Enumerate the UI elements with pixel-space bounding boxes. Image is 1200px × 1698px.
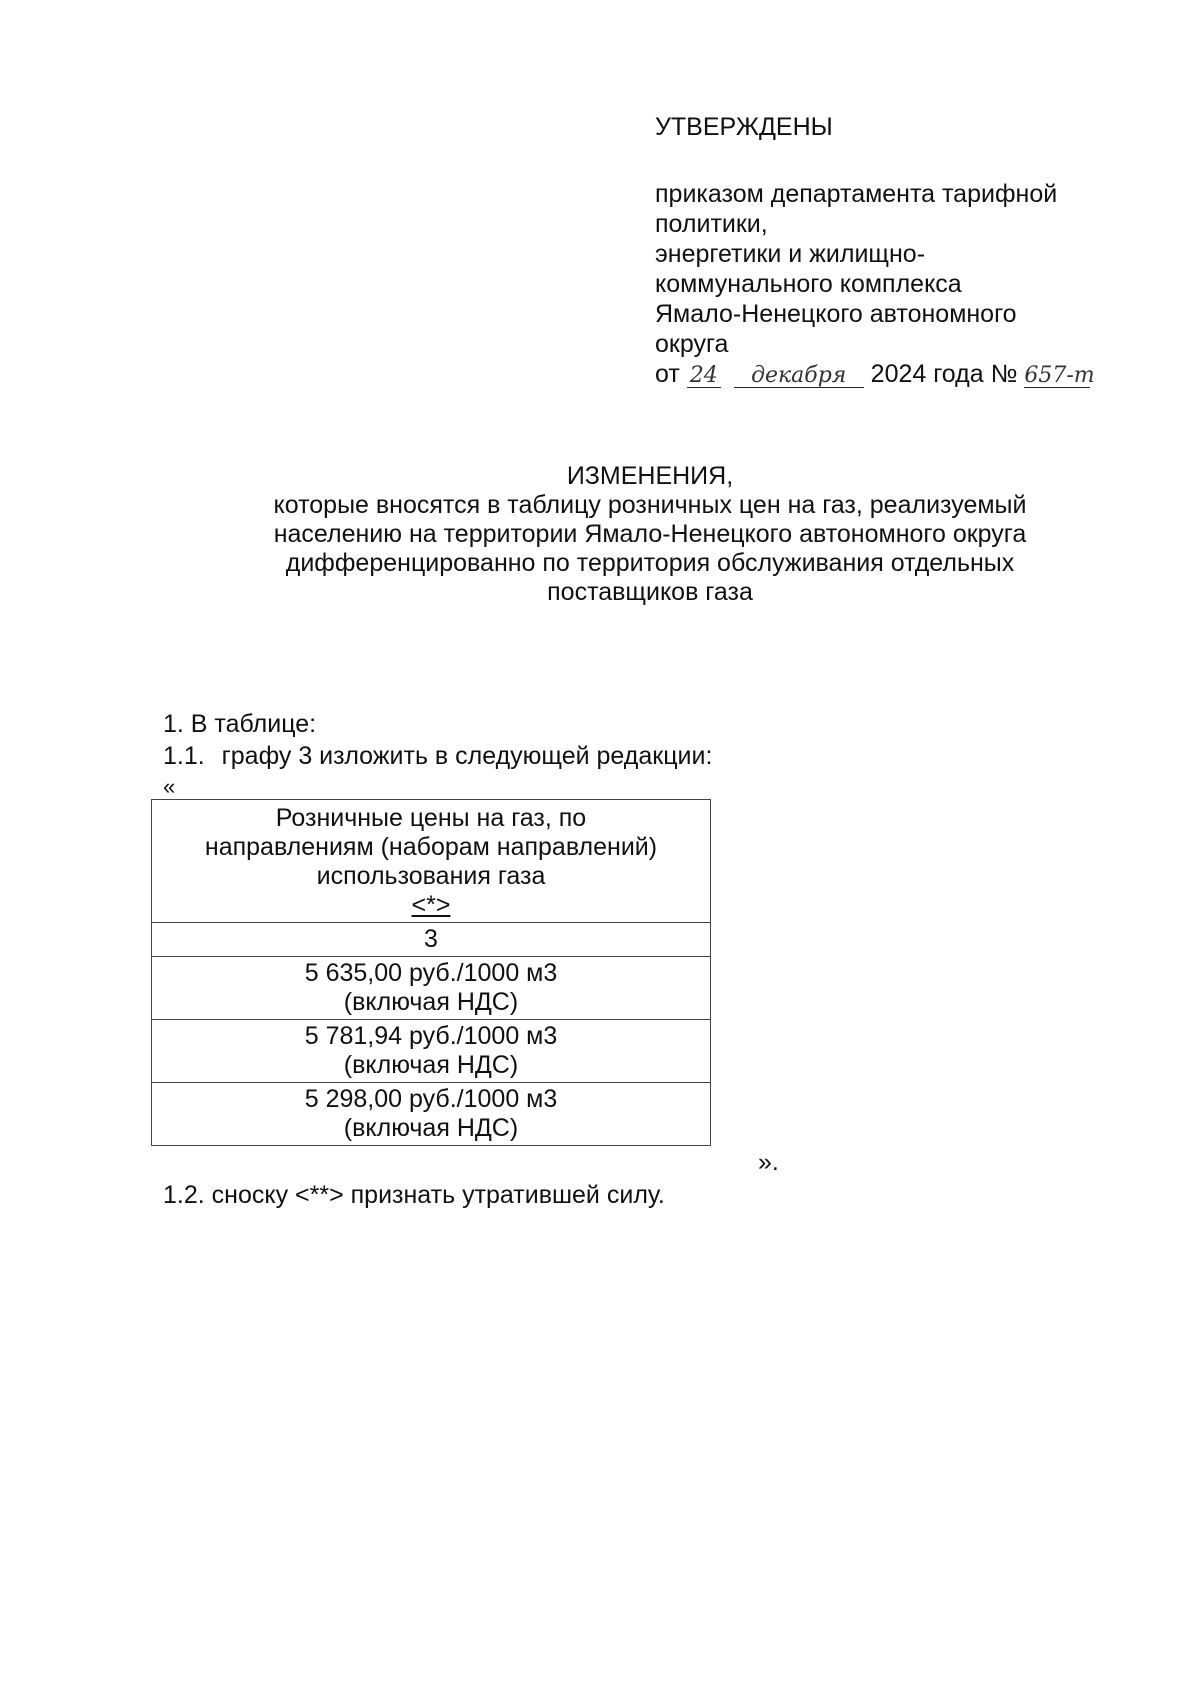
title-heading: ИЗМЕНЕНИЯ, [566,462,734,490]
approval-line: политики, [655,210,768,238]
price-value: 5 298,00 руб./1000 м3 [304,1085,558,1113]
price-cell [152,957,711,1020]
date-prefix: от [655,360,680,388]
item-1: 1. В таблице: [163,710,317,738]
title-line: дифференцированно по территория обслуживания отдельных [285,549,1015,577]
table-column-number-row [152,923,711,957]
item-1-2: 1.2. сноску <**> признать утратившей силу. [163,1181,665,1209]
table-row [152,1083,711,1146]
price-cell [152,1083,711,1146]
approval-block [655,112,1175,389]
price-value: 5 635,00 руб./1000 м3 [304,959,558,987]
approval-line: Ямало-Ненецкого автономного [655,300,1017,328]
table-header-cell [152,800,711,923]
approval-heading: УТВЕРЖДЕНЫ [655,113,833,141]
header-line: использования газа [316,862,546,890]
approval-date-line [655,359,1175,389]
price-cell [152,1020,711,1083]
approval-line: коммунального комплекса [655,270,962,298]
item-1-1-number: 1.1. [163,742,205,770]
open-quote: « [163,774,176,799]
price-note: (включая НДС) [343,1114,519,1142]
item-1-1-text: графу 3 изложить в следующей редакции: [221,742,713,770]
price-value: 5 781,94 руб./1000 м3 [304,1022,558,1050]
handwritten-day: 24 [687,365,721,388]
header-line: Розничные цены на газ, по [275,804,587,832]
column-number-cell: 3 [152,923,711,957]
table-row [152,1020,711,1083]
approval-line: округа [655,330,729,358]
document-title [200,462,1100,607]
title-line: поставщиков газа [547,578,753,606]
title-line: которые вносятся в таблицу розничных цен на газ, реализуемый [273,491,1027,519]
year-text: 2024 года № [870,360,1018,388]
approval-line: приказом департамента тарифной [655,180,1058,208]
close-quote: ». [758,1148,779,1176]
table-row [152,957,711,1020]
handwritten-number: 657-т [1024,363,1095,388]
price-table [151,799,711,1146]
title-line: населению на территории Ямало-Ненецкого автономного округа [273,520,1027,548]
price-note: (включая НДС) [343,988,519,1016]
item-1-1 [163,741,712,771]
price-note: (включая НДС) [343,1051,519,1079]
footnote-ref: <*> [411,891,451,919]
approval-line: энергетики и жилищно- [655,240,926,268]
table-header-row [152,800,711,923]
handwritten-month: декабря [734,365,864,388]
header-line: направлениям (наборам направлений) [204,833,658,861]
